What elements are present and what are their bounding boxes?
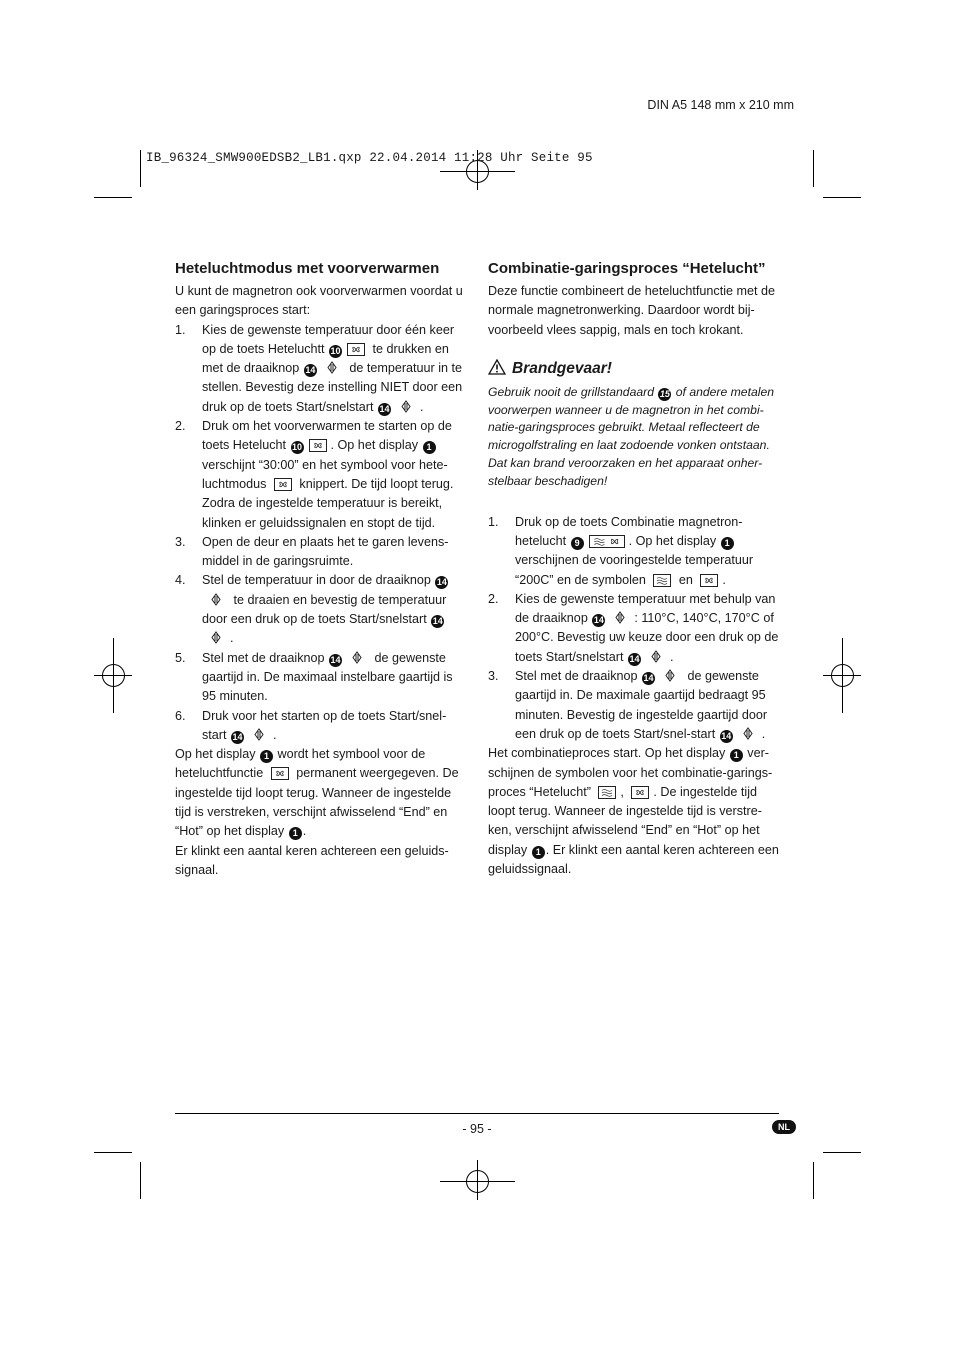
steps-list	[488, 513, 780, 745]
warning-title: Brandgevaar!	[512, 359, 612, 377]
step-text: de gewenste gaartijd in. De maximale gaartijd bedraagt 95 minuten. Bevestig de ingestelde gaartijd door een druk op de toets Start/snel-start	[515, 669, 768, 741]
step-text: knippert. De tijd loopt terug. Zodra de ingestelde temperatuur is bereikt, klinken er geluidssignalen en stopt de tijd.	[202, 476, 454, 530]
step-text: verschijnt “30:00” en het symbool voor hete-luchtmodus	[202, 457, 448, 491]
step-number: 3.	[488, 669, 499, 684]
ref-number-1: 1	[721, 537, 734, 550]
registration-circle	[831, 664, 854, 687]
knob-icon	[208, 592, 224, 607]
text-span: of andere metalen voorwerpen wanneer u de magnetron in het combi-natie-garingsproces gebruikt. Metaal reflecteert de microgolfstraling en laat zodoende vonken ontstaan. Dat kan brand veroorzaken en het apparaat onher-stelbaar beschadigen!	[488, 384, 775, 488]
paper-size-label: DIN A5 148 mm x 210 mm	[647, 98, 794, 112]
ref-number-1: 1	[730, 749, 743, 762]
ref-number-10: 10	[330, 345, 341, 356]
list-item	[488, 590, 780, 667]
ref-number-14: 14	[643, 673, 654, 684]
step-text: Stel de temperatuur in door de draaiknop	[202, 573, 431, 588]
step-number: 4.	[175, 573, 186, 588]
section-title: Heteluchtmodus met voorverwarmen	[175, 260, 440, 277]
fan-icon	[700, 574, 718, 587]
step-text: Druk op de toets Combinatie magnetron-hetelucht	[515, 514, 743, 548]
knob-icon	[612, 610, 628, 625]
knob-icon	[398, 399, 414, 414]
ref-number-1: 1	[423, 441, 436, 454]
list-item	[175, 417, 467, 533]
step-number: 3.	[175, 534, 186, 549]
ref-number-1: 1	[260, 750, 273, 763]
step-text: te drukken en met de draaiknop	[202, 341, 449, 376]
fan-icon	[309, 439, 327, 452]
step-text: de temperatuur in te stellen. Bevestig deze instelling NIET door een druk op de toets Start/snelstart	[202, 361, 463, 414]
text-span: wordt het symbool voor de heteluchtfunctie	[175, 747, 426, 781]
registration-circle	[102, 664, 125, 687]
step-text: .	[420, 399, 424, 414]
microwave-icon	[598, 786, 616, 799]
microwave-icon	[653, 574, 671, 587]
ref-number-10: 10	[292, 442, 303, 453]
text-span: ver-schijnen de symbolen voor het combinatie-garings-proces “Hetelucht”	[488, 746, 773, 799]
step-number: 5.	[175, 650, 186, 665]
crop-mark	[94, 197, 132, 198]
ref-number-1: 1	[532, 846, 545, 859]
section-title: Combinatie-garingsproces “Hetelucht”	[488, 260, 766, 277]
list-item	[175, 707, 467, 746]
list-item	[175, 533, 467, 572]
steps-list	[175, 321, 467, 746]
step-text: Druk voor het starten op de toets Start/snel-start	[202, 708, 447, 742]
list-item	[488, 513, 780, 590]
page-number: - 95 -	[462, 1122, 492, 1136]
ref-number-15: 15	[659, 388, 670, 399]
fan-icon	[631, 786, 649, 799]
list-item	[488, 667, 780, 744]
knob-icon	[208, 630, 224, 645]
step-number: 6.	[175, 708, 186, 723]
step-number: 2.	[175, 419, 186, 434]
step-text: .	[273, 727, 277, 742]
paragraph: Er klinkt een aantal keren achtereen een geluids-signaal.	[175, 843, 449, 877]
knob-icon	[251, 727, 267, 742]
step-number: 1.	[488, 514, 499, 529]
step-text: Kies de gewenste temperatuur met behulp van de draaiknop	[515, 591, 776, 626]
step-text: Open de deur en plaats het te garen levens-middel in de garingsruimte.	[202, 534, 449, 569]
fan-icon	[347, 343, 365, 356]
ref-number-14: 14	[629, 653, 640, 664]
ref-number-14: 14	[232, 731, 243, 742]
text-span: . De ingestelde tijd loopt terug. Wanneer de ingestelde tijd is verstre-ken, verschijnt afwisselend “End” en “Hot” op het display	[488, 784, 762, 857]
knob-icon	[324, 360, 340, 375]
step-text: Kies de gewenste temperatuur door één keer op de toets Heteluchtt	[202, 322, 455, 356]
paragraph	[488, 744, 780, 879]
crop-mark	[823, 1152, 861, 1153]
warning-text	[488, 384, 780, 491]
text-span: .	[302, 824, 307, 839]
ref-number-14: 14	[432, 616, 443, 627]
list-item	[175, 649, 467, 707]
ref-number-14: 14	[379, 403, 390, 414]
step-text: verschijnen de vooringestelde temperatuur “200C” en de symbolen	[515, 553, 754, 587]
step-text: .	[722, 572, 726, 587]
text-span: Het combinatieproces start. Op het display	[488, 746, 726, 761]
spacer	[488, 491, 780, 513]
knob-icon	[648, 649, 664, 664]
ref-number-14: 14	[593, 615, 604, 626]
footer-rule	[175, 1113, 779, 1114]
intro-text: Deze functie combineert de heteluchtfunctie met de normale magnetronwerking. Daardoor wordt bij-voorbeeld vlees sappig, mals en toch krokant.	[488, 284, 776, 337]
ref-number-14: 14	[436, 577, 447, 588]
knob-icon	[349, 650, 365, 665]
step-text: Druk om het voorverwarmen te starten op de toets Hetelucht	[202, 419, 452, 453]
step-text: en	[678, 572, 693, 587]
step-text: de gewenste gaartijd in. De maximaal instelbare gaartijd is 95 minuten.	[202, 650, 453, 704]
text-span: Gebruik nooit de grillstandaard	[488, 384, 654, 399]
step-text: te draaien en bevestig de temperatuur door een druk op de toets Start/snelstart	[202, 592, 447, 627]
fan-icon	[271, 767, 289, 780]
step-number: 1.	[175, 322, 186, 337]
list-item	[175, 571, 467, 648]
crop-mark	[823, 197, 861, 198]
file-info-line: IB_96324_SMW900EDSB2_LB1.qxp 22.04.2014 11:28 Uhr Seite 95	[146, 151, 593, 165]
text-span: ,	[620, 784, 624, 799]
step-number: 2.	[488, 591, 499, 606]
crop-mark	[94, 1152, 132, 1153]
text-span: Op het display	[175, 747, 256, 762]
step-text: : 110°C, 140°C, 170°C of 200°C. Bevestig uw keuze door een druk op de toets Start/snelstart	[515, 611, 779, 664]
step-text: .	[761, 726, 766, 741]
knob-icon	[740, 726, 756, 741]
combi-heat-icon	[589, 535, 625, 548]
left-column	[175, 258, 467, 880]
step-text: .	[230, 631, 234, 646]
crop-mark	[140, 1162, 141, 1199]
ref-number-14: 14	[721, 730, 732, 741]
ref-number-9: 9	[571, 537, 584, 550]
step-text: Stel met de draaiknop	[202, 650, 325, 665]
ref-number-14: 14	[330, 654, 341, 665]
warning-heading	[488, 358, 780, 380]
crop-mark	[140, 150, 141, 187]
ref-number-1: 1	[289, 827, 302, 840]
ref-number-14: 14	[305, 365, 316, 376]
crop-mark	[813, 150, 814, 187]
right-column	[488, 258, 780, 879]
paragraph	[175, 745, 467, 841]
step-text: Stel met de draaiknop	[515, 669, 638, 684]
language-badge: NL	[772, 1120, 796, 1134]
crop-mark	[813, 1162, 814, 1199]
registration-circle	[466, 1170, 489, 1193]
knob-icon	[662, 668, 678, 683]
fan-icon	[274, 478, 292, 491]
step-text: .	[670, 649, 674, 664]
step-text: . Op het display	[330, 438, 419, 453]
text-span: permanent weergegeven. De ingestelde tijd loopt terug. Wanneer de ingestelde tijd is verstreken, verschijnt afwisselend “End” en “Hot” op het display	[175, 766, 459, 839]
step-text: . Op het display	[628, 533, 717, 548]
list-item	[175, 321, 467, 417]
text-span: . Er klinkt een aantal keren achtereen een geluidssignaal.	[488, 842, 779, 877]
warning-triangle-icon	[488, 359, 506, 375]
intro-text: U kunt de magnetron ook voorverwarmen voordat u een garingsproces start:	[175, 284, 463, 318]
